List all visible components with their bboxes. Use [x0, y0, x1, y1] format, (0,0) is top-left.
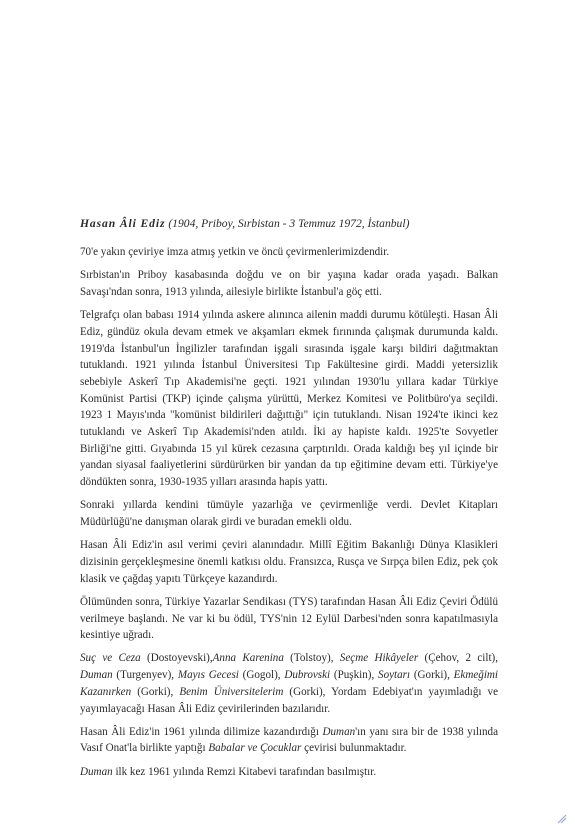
- book-title: Soytarı: [378, 669, 411, 682]
- book-title: Babalar ve Çocuklar: [208, 742, 302, 755]
- text-segment: (Gorki), Yordam Edebiyat'ın yayımladığı ve yayımlayacağı Hasan Âli Ediz çevirilerinden bazılarıdır.: [80, 685, 499, 715]
- paragraph-later-career: Sonraki yıllarda kendini tümüyle yazarlığa ve çevirmenliğe verdi. Devlet Kitapları Müdürlüğü'ne danışman olarak girdi ve buradan emekli oldu.: [80, 499, 498, 529]
- biography-page: [80, 216, 498, 787]
- paragraph-translation-work: Hasan Âli Ediz'in asıl verimi çeviri alanındadır. Millî Eğitim Bakanlığı Dünya Klasikleri dizisinin gerçekleşmesine önemli katkısı oldu. Fransızca, Rusça ve Sırpça bilen Ediz, pek çok klasik ve çağdaş yapıtı Türkçeye kazandırdı.: [80, 539, 498, 585]
- book-title: Suç ve Ceza: [80, 652, 141, 665]
- text-segment: (Gogol),: [238, 669, 285, 682]
- paragraph-early-life: Telgrafçı olan babası 1914 yılında askere alınınca ailenin maddi durumu kötüleşti. Hasan Âli Ediz, gündüz okula devam etmek ve akşamları ekmek fırınında çalışmak durumunda kaldı. 1919'da İstanbul'un İngilizler tarafından işgali sırasında işgale karşı bildiri dağıtmaktan tutuklandı. 1921 yılında İstanbul Üniversitesi Tıp Fakültesine girdi. Maddi yetersizlik sebebiyle Askerî Tıp Akademisi'ne geçti. 1921 yılından 1930'lu yıllara kadar Türkiye Komünist Partisi (TKP) içinde çalışma yürüttü, Merkez Komitesi ve Politbüro'ya seçildi. 1923 1 Mayıs'ında "komünist bildirileri dağıttığı" için tutuklandı. Nisan 1924'te ikinci kez tutuklandı ve Askerî Tıp Akademisi'nden atıldı. İki ay hapiste kaldı. 1925'te Sovyetler Birliği'ne gitti. Gıyabında 15 yıl kürek cezasına çarptırıldı. Orada kaldığı beş yıl içinde bir yandan siyasal faaliyetlerini sürdürürken bir yandan da tıp eğitimine devam etti. Türkiye'ye döndükten sonra, 1930-1935 yılları arasında hapis yattı.: [80, 309, 498, 489]
- biography-heading: [80, 216, 498, 232]
- page-corner-icon: [557, 814, 567, 824]
- text-segment: (Tolstoy),: [283, 652, 340, 665]
- text-segment: (Gorki),: [410, 669, 454, 682]
- book-title: Duman: [80, 669, 113, 682]
- paragraph-publication-note: [80, 764, 498, 781]
- book-title: Dubrovski: [284, 669, 331, 682]
- text-segment: 'ın yanı sıra bir de 1938 yılında Vasıf Onat'la birlikte yaptığı: [80, 725, 498, 755]
- book-title: Duman: [80, 765, 113, 778]
- text-segment: (Puşkin),: [330, 669, 379, 682]
- paragraph-translation-note: [80, 724, 498, 757]
- book-title: Ekmeğimi Kazanırken: [80, 669, 499, 698]
- book-title: Mayıs Gecesi: [177, 669, 239, 682]
- book-title: Seçme Hikâyeler: [339, 652, 419, 665]
- book-title: Benim Üniversitelerim: [179, 685, 284, 698]
- text-segment: Hasan Âli Ediz'in 1961 yılında dilimize kazandırdığı: [80, 725, 323, 738]
- text-segment: (Dostoyevski),: [140, 652, 213, 665]
- text-segment: ilk kez 1961 yılında Remzi Kitabevi tarafından basılmıştır.: [112, 765, 377, 778]
- paragraph-birthplace: Sırbistan'ın Priboy kasabasında doğdu ve on bir yaşına kadar orada yaşadı. Balkan Savaşı'ndan sonra, 1913 yılında, ailesiyle birlikte İstanbul'a göç etti.: [80, 269, 498, 298]
- text-segment: (Çehov, 2 cilt),: [418, 652, 499, 665]
- book-title: Anna Karenina: [212, 652, 284, 665]
- text-segment: (Turgenyev),: [112, 669, 178, 682]
- paragraph-award: Ölümünden sonra, Türkiye Yazarlar Sendikası (TYS) tarafından Hasan Âli Ediz Çeviri Ödülü verilmeye başlandı. Ne var ki bu ödül, TYS'nin 12 Eylül Darbesi'nden sonra kapatılmasıyla kesintiye uğradı.: [80, 595, 498, 642]
- paragraph-works-list: [80, 650, 498, 717]
- book-title: Duman: [322, 725, 356, 738]
- text-segment: çevirisi bulunmaktadır.: [301, 742, 407, 755]
- paragraph-intro: 70'e yakın çeviriye imza atmış yetkin ve öncü çevirmenlerimizdendir.: [80, 246, 390, 258]
- text-segment: (Gorki),: [131, 685, 180, 698]
- author-life-details: (1904, Priboy, Sırbistan - 3 Temmuz 1972, İstanbul): [168, 217, 410, 230]
- author-name: Hasan Âli Ediz: [80, 217, 166, 230]
